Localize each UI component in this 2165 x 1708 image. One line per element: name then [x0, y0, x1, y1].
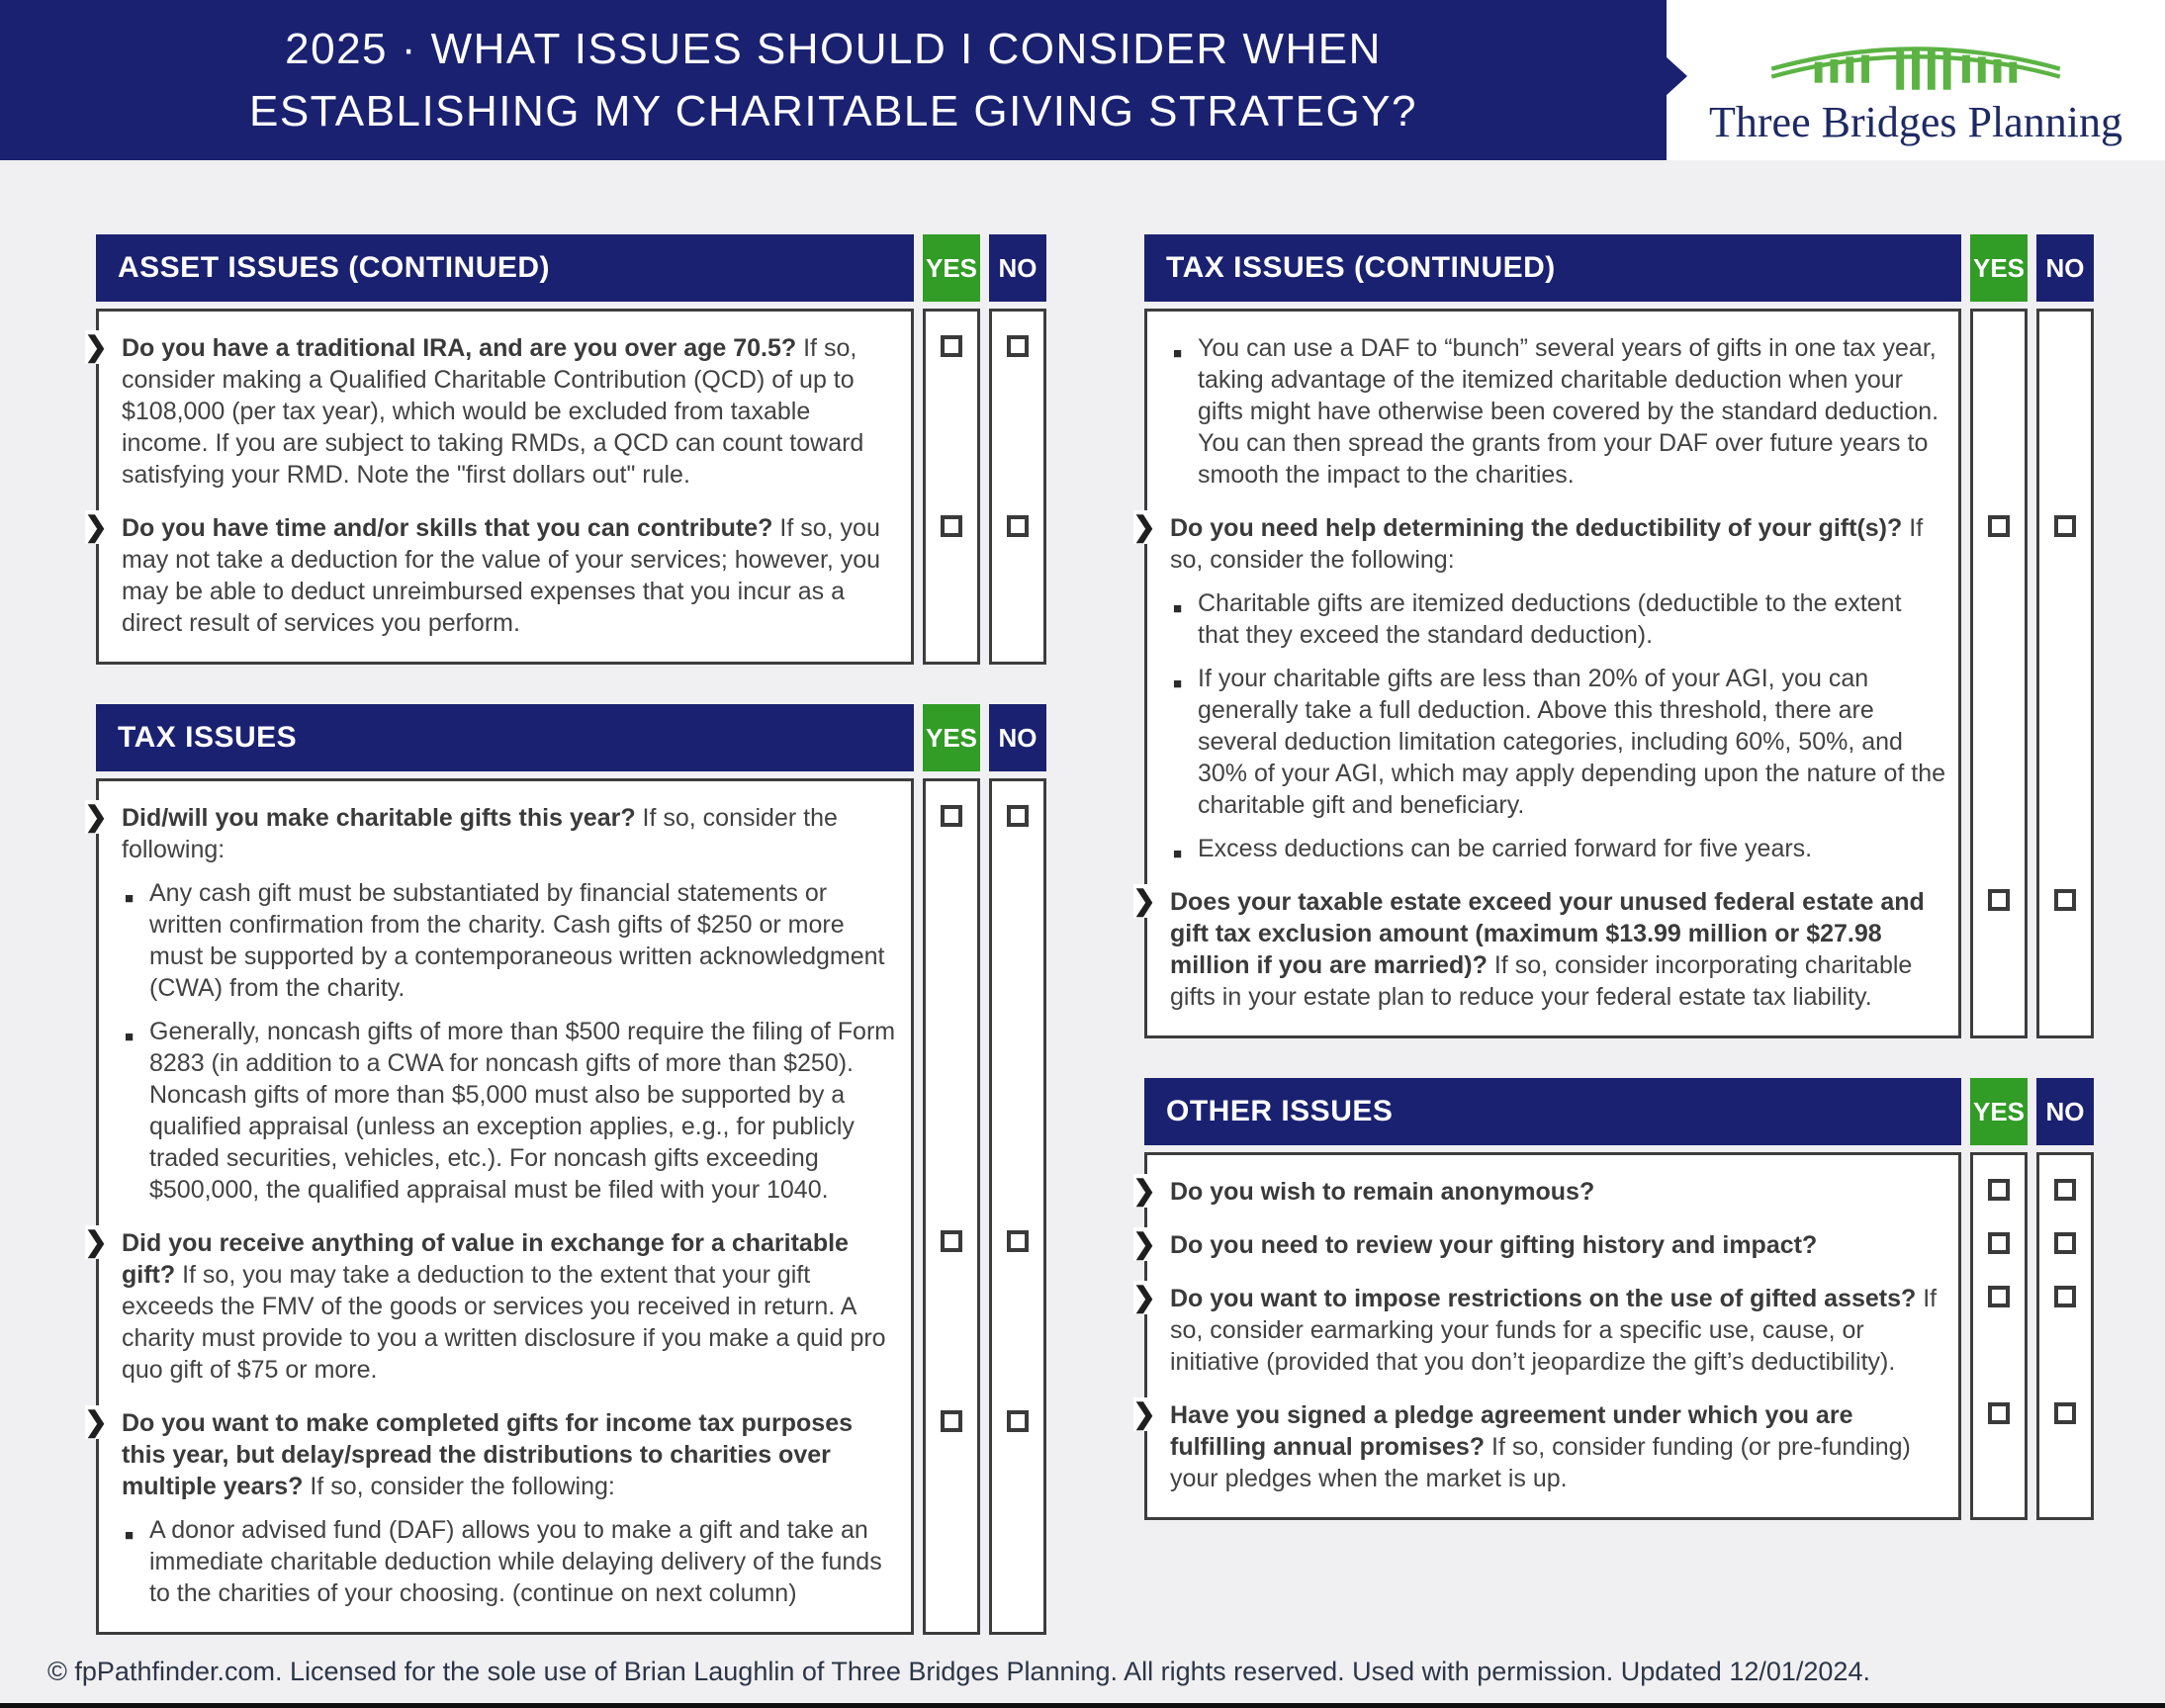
chevron-right-icon: ❯	[84, 1226, 108, 1257]
question-bold-text: Do you need help determining the deductibility of your gift(s)?	[1170, 514, 1903, 542]
yes-checkbox[interactable]	[1988, 1402, 2010, 1424]
question-item	[84, 801, 914, 865]
section-body	[1132, 309, 2094, 1038]
question-bold-text: Does your taxable estate exceed your unused federal estate and gift tax exclusion amount (maximum $13.99 million or $27.98 million if you are married)?	[1170, 888, 1925, 979]
bullet-item	[96, 1514, 914, 1609]
chevron-right-icon: ❯	[84, 1406, 108, 1437]
question-bold-text: Do you have time and/or skills that you can contribute?	[122, 514, 773, 542]
question-text	[122, 1407, 900, 1502]
question-text	[1170, 1399, 1947, 1494]
section-body	[84, 309, 1046, 665]
no-checkbox[interactable]	[1007, 1410, 1029, 1432]
bullet-text: ■ Charitable gifts are itemized deductions (deductible to the extent that they exceed the standard deduction).	[1170, 587, 1947, 651]
question-detail-text: If so, consider making a Qualified Charitable Contribution (QCD) of up to $108,000 (per tax year), which would be excluded from taxable income. If you are subject to taking RMDs, a QCD can count toward satisfying your RMD. Note the "first dollars out" rule.	[122, 334, 864, 489]
bullet-item	[1144, 663, 1961, 821]
no-column-header: NO	[2036, 1078, 2094, 1145]
yes-checkbox[interactable]	[941, 1230, 962, 1252]
yes-checkbox-cell	[923, 802, 980, 865]
no-checkbox[interactable]	[2054, 515, 2076, 537]
no-column-header: NO	[989, 704, 1046, 771]
yes-checkbox-cell	[1970, 886, 2028, 1013]
question-bold-text: Do you want to impose restrictions on the use of gifted assets?	[1170, 1285, 1917, 1312]
chevron-right-icon: ❯	[1132, 511, 1156, 542]
chevron-right-icon: ❯	[1132, 1282, 1156, 1312]
question-text	[1170, 512, 1947, 576]
yes-checkbox-cell	[1970, 1229, 2028, 1261]
section-asset-issues-continued	[84, 234, 1046, 665]
question-text	[122, 802, 900, 865]
yes-checkbox[interactable]	[941, 335, 962, 357]
yes-checkbox-cell	[1970, 1399, 2028, 1494]
yes-checkbox-cell	[923, 1227, 980, 1386]
question-detail-text: If so, consider earmarking your funds for a specific use, cause, or initiative (provided that you don’t jeopardize the gift’s deductibility).	[1170, 1285, 1938, 1376]
no-column-panel	[989, 778, 1046, 1635]
no-checkbox-cell	[989, 1407, 1046, 1502]
no-column-header: NO	[989, 234, 1046, 302]
question-text	[1170, 1176, 1947, 1208]
question-text	[122, 512, 900, 639]
chevron-right-icon: ❯	[84, 331, 108, 362]
bullet-item	[96, 877, 914, 1004]
logo-text: Three Bridges Planning	[1709, 97, 2122, 146]
no-column-header: NO	[2036, 234, 2094, 302]
question-detail-text: If so, consider funding (or pre-funding) your pledges when the market is up.	[1170, 1433, 1911, 1492]
logo-panel	[1667, 0, 2165, 160]
question-text	[1170, 886, 1947, 1013]
yes-column-header: YES	[923, 704, 980, 771]
section-header	[1144, 234, 2094, 302]
yes-checkbox-cell	[1970, 1176, 2028, 1208]
bullet-text: ■ A donor advised fund (DAF) allows you to make a gift and take an immediate charitable deduction while delaying delivery of the funds to the charities of your choosing. (continue on next column)	[122, 1514, 900, 1609]
chevron-right-icon: ❯	[84, 801, 108, 832]
question-bold-text: Did/will you make charitable gifts this year?	[122, 804, 636, 832]
page-title-line-2: ESTABLISHING MY CHARITABLE GIVING STRATEGY?	[248, 87, 1418, 135]
top-band	[0, 0, 2165, 160]
bridge-icon	[1767, 24, 2064, 95]
section-tax-issues-continued	[1132, 234, 2094, 1038]
no-checkbox[interactable]	[1007, 805, 1029, 827]
question-text	[1170, 1229, 1947, 1261]
chevron-right-icon: ❯	[1132, 885, 1156, 916]
question-item	[84, 1406, 914, 1502]
no-checkbox-cell	[2036, 886, 2094, 1013]
checklist-content	[0, 160, 2165, 1635]
section-title: TAX ISSUES (CONTINUED)	[1144, 234, 1961, 302]
no-checkbox-cell	[2036, 512, 2094, 576]
section-body	[1132, 1152, 2094, 1520]
no-checkbox-cell	[989, 512, 1046, 639]
question-detail-text: If so, consider the following:	[1170, 514, 1924, 574]
section-header	[96, 234, 1046, 302]
no-checkbox[interactable]	[1007, 515, 1029, 537]
question-item	[1132, 885, 1961, 1013]
chevron-right-icon: ❯	[1132, 1228, 1156, 1259]
chevron-right-icon: ❯	[84, 511, 108, 542]
yes-checkbox[interactable]	[1988, 1232, 2010, 1254]
question-item	[1132, 1228, 1961, 1261]
title-banner	[0, 0, 1667, 160]
no-checkbox[interactable]	[1007, 1230, 1029, 1252]
section-header	[1144, 1078, 2094, 1145]
bullet-item	[1144, 833, 1961, 864]
question-bold-text: Do you want to make completed gifts for income tax purposes this year, but delay/spread the distributions to charities over multiple years?	[122, 1409, 854, 1500]
question-detail-text: If so, consider incorporating charitable gifts in your estate plan to reduce your federal estate tax liability.	[1170, 951, 1913, 1011]
no-checkbox[interactable]	[2054, 1232, 2076, 1254]
yes-checkbox-cell	[923, 1407, 980, 1502]
no-checkbox[interactable]	[2054, 889, 2076, 911]
right-column	[1132, 234, 2094, 1520]
yes-column-panel	[923, 778, 980, 1635]
question-text	[122, 332, 900, 491]
no-checkbox[interactable]	[1007, 335, 1029, 357]
yes-checkbox[interactable]	[1988, 515, 2010, 537]
section-body	[84, 778, 1046, 1635]
question-item	[84, 511, 914, 639]
question-detail-text: If so, consider the following:	[122, 804, 838, 863]
no-checkbox-cell	[989, 1227, 1046, 1386]
question-item	[1132, 1398, 1961, 1494]
chevron-right-icon: ❯	[1132, 1175, 1156, 1206]
yes-checkbox[interactable]	[941, 805, 962, 827]
no-checkbox-cell	[2036, 1176, 2094, 1208]
page-title-line-1: 2025 · WHAT ISSUES SHOULD I CONSIDER WHEN	[285, 25, 1382, 73]
question-text	[1170, 1283, 1947, 1378]
yes-checkbox[interactable]	[1988, 1179, 2010, 1201]
footer-text: © fpPathfinder.com. Licensed for the sole use of Brian Laughlin of Three Bridges Planning. All rights reserved. Used with permission. Updated 12/01/2024.	[47, 1657, 1870, 1686]
question-bold-text: Do you have a traditional IRA, and are you over age 70.5?	[122, 334, 797, 362]
bullet-item	[1144, 587, 1961, 651]
yes-column-header: YES	[1970, 1078, 2028, 1145]
question-item	[84, 1226, 914, 1386]
bottom-border-strip	[0, 1703, 2165, 1708]
bullet-text: ■ You can use a DAF to “bunch” several years of gifts in one tax year, taking advantage of the itemized charitable deduction when your gifts might have otherwise been covered by the standard deduction. You can then spread the grants from your DAF over future years to smooth the impact to the charities.	[1170, 332, 1947, 491]
question-bold-text: Did you receive anything of value in exchange for a charitable gift?	[122, 1229, 849, 1289]
question-item	[1132, 1282, 1961, 1378]
yes-checkbox[interactable]	[1988, 889, 2010, 911]
yes-checkbox[interactable]	[941, 1410, 962, 1432]
yes-checkbox-cell	[923, 332, 980, 491]
section-title: TAX ISSUES	[96, 704, 914, 771]
bullet-text: ■ Any cash gift must be substantiated by financial statements or written confirmation from the charity. Cash gifts of $250 or more must be supported by a contemporaneous written acknowledgment (CWA) from the charity.	[122, 877, 900, 1004]
section-header	[96, 704, 1046, 771]
yes-checkbox[interactable]	[1988, 1286, 2010, 1307]
no-checkbox[interactable]	[2054, 1402, 2076, 1424]
yes-column-header: YES	[1970, 234, 2028, 302]
yes-checkbox[interactable]	[941, 515, 962, 537]
chevron-right-icon: ❯	[1132, 1398, 1156, 1429]
bullet-item	[96, 1016, 914, 1206]
section-other-issues	[1132, 1078, 2094, 1520]
left-column	[84, 234, 1046, 1635]
question-detail-text: If so, you may not take a deduction for the value of your services; however, you may be able to deduct unreimbursed expenses that you incur as a direct result of services you perform.	[122, 514, 881, 637]
question-detail-text: If so, consider the following:	[310, 1473, 615, 1500]
question-item	[1132, 511, 1961, 576]
yes-checkbox-cell	[923, 512, 980, 639]
bullet-text: ■ If your charitable gifts are less than 20% of your AGI, you can generally take a full deduction. Above this threshold, there are several deduction limitation categories, including 60%, 50%, and 30% of your AGI, which may apply depending upon the nature of the charitable gift and beneficiary.	[1170, 663, 1947, 821]
no-checkbox-cell	[2036, 1399, 2094, 1494]
yes-checkbox-cell	[1970, 1283, 2028, 1378]
no-checkbox[interactable]	[2054, 1286, 2076, 1307]
question-item	[84, 331, 914, 491]
question-item	[1132, 1175, 1961, 1208]
question-bold-text: Have you signed a pledge agreement under which you are fulfilling annual promises?	[1170, 1401, 1853, 1461]
no-checkbox-cell	[989, 802, 1046, 865]
question-bold-text: Do you need to review your gifting history and impact?	[1170, 1231, 1818, 1259]
bullet-text: ■ Generally, noncash gifts of more than $500 require the filing of Form 8283 (in addition to a CWA for noncash gifts of more than $250). Noncash gifts of more than $5,000 must also be supported by a qualified appraisal (unless an exception applies, e.g., for publicly traded securities, vehicles, etc.). For noncash gifts exceeding $500,000, the qualified appraisal must be filed with your 1040.	[122, 1016, 900, 1206]
section-title: ASSET ISSUES (CONTINUED)	[96, 234, 914, 302]
no-checkbox[interactable]	[2054, 1179, 2076, 1201]
bullet-item	[1144, 332, 1961, 491]
section-title: OTHER ISSUES	[1144, 1078, 1961, 1145]
section-tax-issues	[84, 704, 1046, 1635]
question-detail-text: If so, you may take a deduction to the extent that your gift exceeds the FMV of the goods or services you received in return. A charity must provide to you a written disclosure if you make a quid pro quo gift of $75 or more.	[122, 1261, 886, 1384]
question-text	[122, 1227, 900, 1386]
no-checkbox-cell	[2036, 1283, 2094, 1378]
bullet-text: ■ Excess deductions can be carried forward for five years.	[1170, 833, 1947, 864]
no-checkbox-cell	[989, 332, 1046, 491]
yes-column-header: YES	[923, 234, 980, 302]
no-checkbox-cell	[2036, 1229, 2094, 1261]
question-bold-text: Do you wish to remain anonymous?	[1170, 1178, 1595, 1206]
yes-checkbox-cell	[1970, 512, 2028, 576]
